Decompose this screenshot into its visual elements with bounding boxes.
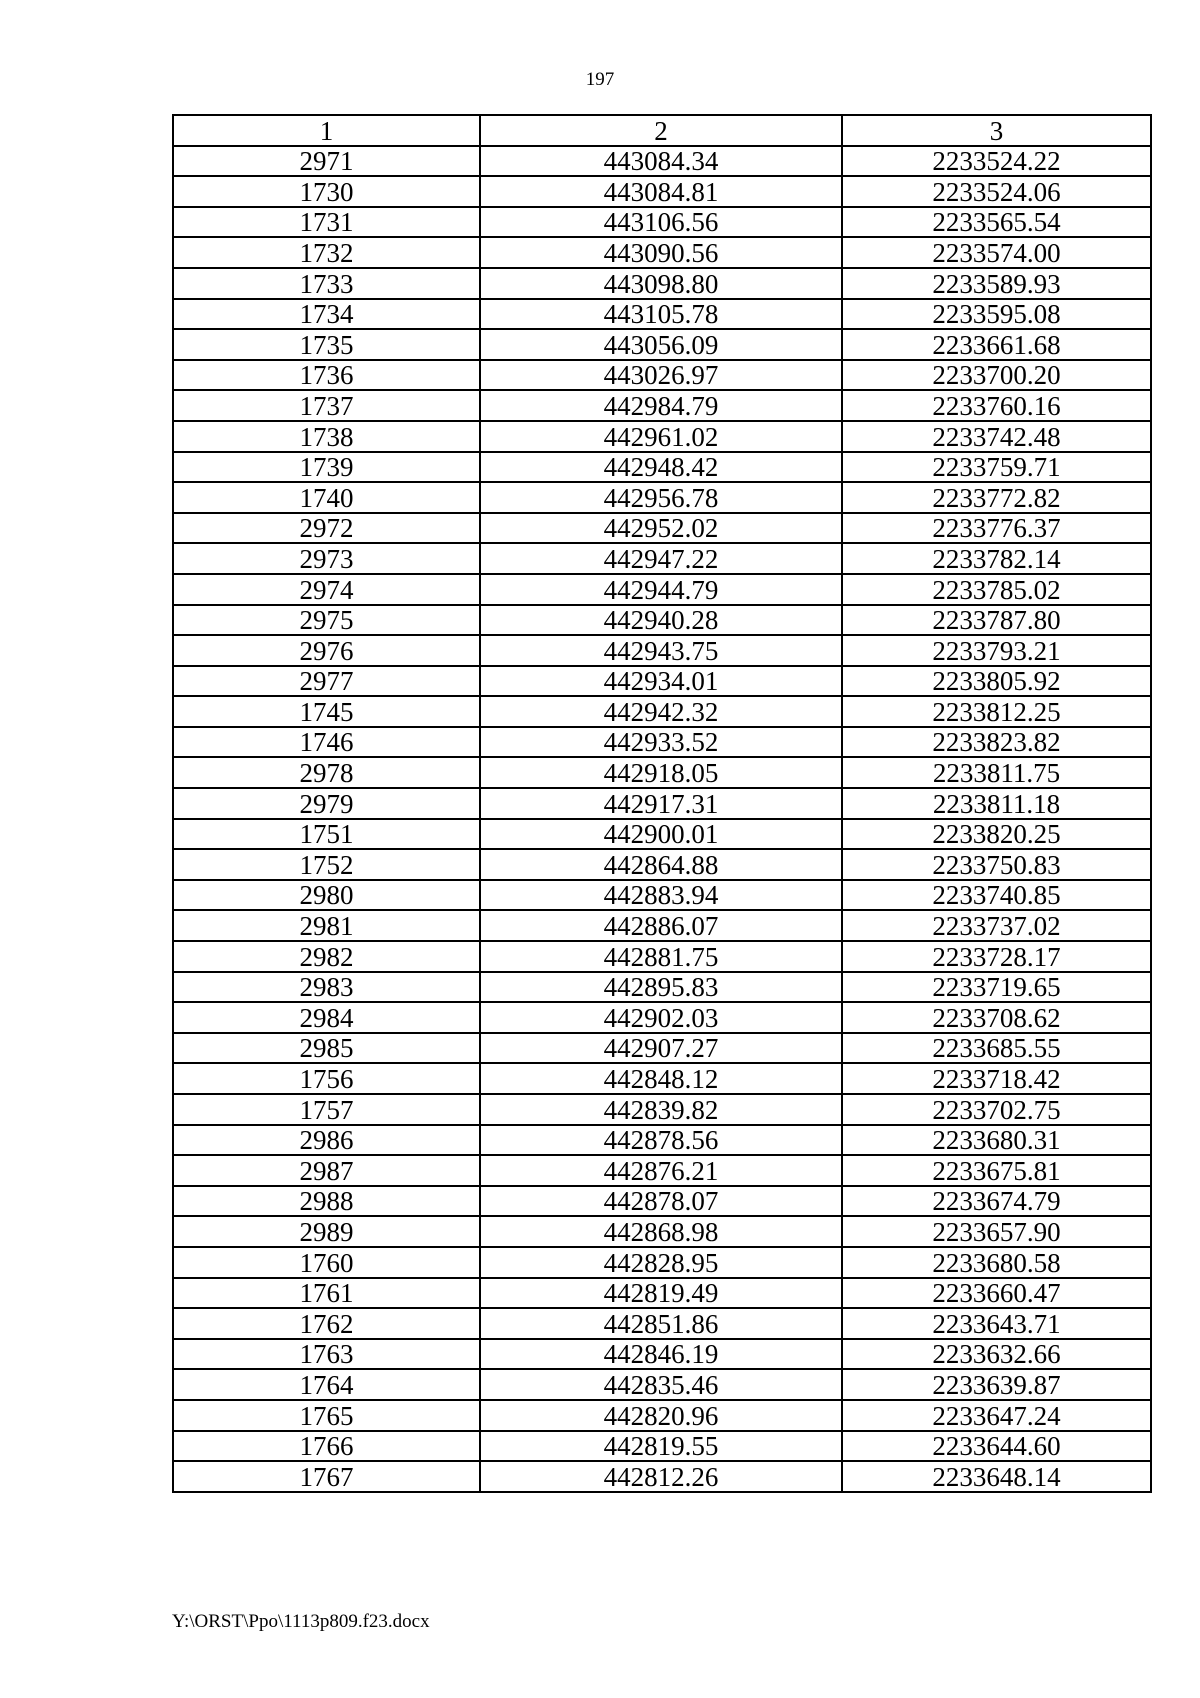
table-row (173, 605, 1151, 636)
table-row (173, 574, 1151, 605)
point-number-cell: 2984 (173, 1002, 480, 1033)
coordinate-x-cell: 442918.05 (480, 757, 842, 788)
coordinate-y-cell: 2233680.58 (842, 1247, 1151, 1278)
table-row (173, 1369, 1151, 1400)
table-row (173, 972, 1151, 1003)
point-number-cell: 1733 (173, 268, 480, 299)
point-number-cell: 1737 (173, 390, 480, 421)
coordinate-y-cell: 2233750.83 (842, 849, 1151, 880)
coordinate-y-cell: 2233772.82 (842, 482, 1151, 513)
coordinate-x-cell: 442881.75 (480, 941, 842, 972)
table-row (173, 360, 1151, 391)
coordinate-x-cell: 442943.75 (480, 635, 842, 666)
table-row (173, 207, 1151, 238)
coordinate-y-cell: 2233785.02 (842, 574, 1151, 605)
coordinate-x-cell: 443105.78 (480, 299, 842, 330)
point-number-cell: 2981 (173, 910, 480, 941)
table-row (173, 1125, 1151, 1156)
table-row (173, 1063, 1151, 1094)
point-number-cell: 1756 (173, 1063, 480, 1094)
point-number-cell: 1732 (173, 237, 480, 268)
coordinate-y-cell: 2233524.22 (842, 146, 1151, 177)
coordinate-x-cell: 442878.56 (480, 1125, 842, 1156)
coordinate-x-cell: 443056.09 (480, 329, 842, 360)
table-row (173, 910, 1151, 941)
point-number-cell: 1730 (173, 176, 480, 207)
point-number-cell: 2975 (173, 605, 480, 636)
table-row (173, 696, 1151, 727)
coordinate-x-cell: 442839.82 (480, 1094, 842, 1125)
coordinate-y-cell: 2233648.14 (842, 1461, 1151, 1492)
coordinate-x-cell: 442952.02 (480, 513, 842, 544)
point-number-cell: 2974 (173, 574, 480, 605)
coordinate-y-cell: 2233823.82 (842, 727, 1151, 758)
table-row (173, 1094, 1151, 1125)
coordinate-x-cell: 442984.79 (480, 390, 842, 421)
table-row (173, 757, 1151, 788)
coordinate-x-cell: 442848.12 (480, 1063, 842, 1094)
coordinate-y-cell: 2233675.81 (842, 1155, 1151, 1186)
coordinate-x-cell: 442868.98 (480, 1216, 842, 1247)
point-number-cell: 1761 (173, 1278, 480, 1309)
point-number-cell: 1740 (173, 482, 480, 513)
coordinate-x-cell: 443098.80 (480, 268, 842, 299)
point-number-cell: 1767 (173, 1461, 480, 1492)
table-row (173, 880, 1151, 911)
coordinate-y-cell: 2233700.20 (842, 360, 1151, 391)
point-number-cell: 2979 (173, 788, 480, 819)
table-row (173, 452, 1151, 483)
coordinate-x-cell: 442812.26 (480, 1461, 842, 1492)
coordinate-y-cell: 2233740.85 (842, 880, 1151, 911)
point-number-cell: 2973 (173, 543, 480, 574)
page-number: 197 (585, 69, 615, 90)
point-number-cell: 2971 (173, 146, 480, 177)
table-row (173, 299, 1151, 330)
coordinate-x-cell: 442819.49 (480, 1278, 842, 1309)
point-number-cell: 2987 (173, 1155, 480, 1186)
coordinate-x-cell: 442878.07 (480, 1186, 842, 1217)
coordinate-y-cell: 2233702.75 (842, 1094, 1151, 1125)
point-number-cell: 2983 (173, 972, 480, 1003)
coordinate-y-cell: 2233812.25 (842, 696, 1151, 727)
point-number-cell: 2977 (173, 666, 480, 697)
point-number-cell: 1731 (173, 207, 480, 238)
table-row (173, 1400, 1151, 1431)
point-number-cell: 2988 (173, 1186, 480, 1217)
table-row (173, 1278, 1151, 1309)
coordinate-x-cell: 442956.78 (480, 482, 842, 513)
point-number-cell: 1765 (173, 1400, 480, 1431)
table-row (173, 1033, 1151, 1064)
column-header-3: 3 (842, 115, 1151, 146)
coordinate-y-cell: 2233708.62 (842, 1002, 1151, 1033)
coordinate-y-cell: 2233660.47 (842, 1278, 1151, 1309)
table-row (173, 666, 1151, 697)
table-row (173, 819, 1151, 850)
table-row (173, 1002, 1151, 1033)
coordinate-x-cell: 442944.79 (480, 574, 842, 605)
point-number-cell: 1762 (173, 1308, 480, 1339)
point-number-cell: 2982 (173, 941, 480, 972)
table-row (173, 1247, 1151, 1278)
coordinate-y-cell: 2233657.90 (842, 1216, 1151, 1247)
point-number-cell: 1766 (173, 1431, 480, 1462)
coordinate-y-cell: 2233632.66 (842, 1339, 1151, 1370)
coordinate-x-cell: 443090.56 (480, 237, 842, 268)
table-row (173, 1461, 1151, 1492)
coordinate-y-cell: 2233760.16 (842, 390, 1151, 421)
coordinate-x-cell: 442895.83 (480, 972, 842, 1003)
coordinate-y-cell: 2233589.93 (842, 268, 1151, 299)
point-number-cell: 1760 (173, 1247, 480, 1278)
coordinate-y-cell: 2233811.18 (842, 788, 1151, 819)
table-row (173, 788, 1151, 819)
coordinate-x-cell: 442819.55 (480, 1431, 842, 1462)
coordinate-x-cell: 442902.03 (480, 1002, 842, 1033)
point-number-cell: 1745 (173, 696, 480, 727)
coordinate-y-cell: 2233737.02 (842, 910, 1151, 941)
point-number-cell: 1735 (173, 329, 480, 360)
point-number-cell: 2989 (173, 1216, 480, 1247)
coordinate-y-cell: 2233782.14 (842, 543, 1151, 574)
coordinate-x-cell: 442900.01 (480, 819, 842, 850)
coordinate-x-cell: 442934.01 (480, 666, 842, 697)
table-row (173, 421, 1151, 452)
point-number-cell: 1734 (173, 299, 480, 330)
coordinate-y-cell: 2233644.60 (842, 1431, 1151, 1462)
table-row (173, 513, 1151, 544)
point-number-cell: 2986 (173, 1125, 480, 1156)
table-header-row (173, 115, 1151, 146)
table-row (173, 727, 1151, 758)
coordinate-x-cell: 442917.31 (480, 788, 842, 819)
column-header-1: 1 (173, 115, 480, 146)
point-number-cell: 2972 (173, 513, 480, 544)
coordinate-x-cell: 442961.02 (480, 421, 842, 452)
coordinate-y-cell: 2233595.08 (842, 299, 1151, 330)
point-number-cell: 2976 (173, 635, 480, 666)
coordinate-y-cell: 2233674.79 (842, 1186, 1151, 1217)
coordinate-x-cell: 443084.81 (480, 176, 842, 207)
point-number-cell: 1736 (173, 360, 480, 391)
coordinate-x-cell: 442828.95 (480, 1247, 842, 1278)
coordinate-x-cell: 442947.22 (480, 543, 842, 574)
point-number-cell: 2985 (173, 1033, 480, 1064)
coordinate-x-cell: 443084.34 (480, 146, 842, 177)
table-row (173, 390, 1151, 421)
coordinate-x-cell: 443026.97 (480, 360, 842, 391)
point-number-cell: 2978 (173, 757, 480, 788)
coordinate-y-cell: 2233793.21 (842, 635, 1151, 666)
table-row (173, 1155, 1151, 1186)
coordinate-y-cell: 2233639.87 (842, 1369, 1151, 1400)
table-row (173, 941, 1151, 972)
coordinate-y-cell: 2233719.65 (842, 972, 1151, 1003)
point-number-cell: 1763 (173, 1339, 480, 1370)
table-row (173, 543, 1151, 574)
point-number-cell: 2980 (173, 880, 480, 911)
point-number-cell: 1746 (173, 727, 480, 758)
coordinate-y-cell: 2233574.00 (842, 237, 1151, 268)
footer-file-path: Y:\ORST\Ppo\1113p809.f23.docx (172, 1611, 430, 1632)
coordinate-y-cell: 2233647.24 (842, 1400, 1151, 1431)
point-number-cell: 1751 (173, 819, 480, 850)
coordinate-x-cell: 442846.19 (480, 1339, 842, 1370)
table-body (173, 146, 1151, 1492)
coordinate-x-cell: 442942.32 (480, 696, 842, 727)
coordinate-x-cell: 442820.96 (480, 1400, 842, 1431)
coordinates-table (172, 114, 1152, 1493)
coordinate-x-cell: 442940.28 (480, 605, 842, 636)
point-number-cell: 1738 (173, 421, 480, 452)
table-row (173, 268, 1151, 299)
coordinate-y-cell: 2233742.48 (842, 421, 1151, 452)
coordinate-x-cell: 442907.27 (480, 1033, 842, 1064)
point-number-cell: 1764 (173, 1369, 480, 1400)
table-row (173, 146, 1151, 177)
coordinate-y-cell: 2233643.71 (842, 1308, 1151, 1339)
coordinate-y-cell: 2233811.75 (842, 757, 1151, 788)
coordinate-y-cell: 2233524.06 (842, 176, 1151, 207)
table-row (173, 1216, 1151, 1247)
coordinate-x-cell: 442883.94 (480, 880, 842, 911)
point-number-cell: 1739 (173, 452, 480, 483)
table-row (173, 482, 1151, 513)
table-row (173, 1431, 1151, 1462)
coordinate-y-cell: 2233776.37 (842, 513, 1151, 544)
table-row (173, 1339, 1151, 1370)
table-row (173, 1186, 1151, 1217)
coordinate-y-cell: 2233805.92 (842, 666, 1151, 697)
table-row (173, 849, 1151, 880)
column-header-2: 2 (480, 115, 842, 146)
table-row (173, 176, 1151, 207)
coordinate-x-cell: 442851.86 (480, 1308, 842, 1339)
coordinate-y-cell: 2233787.80 (842, 605, 1151, 636)
coordinate-y-cell: 2233759.71 (842, 452, 1151, 483)
coordinate-x-cell: 442876.21 (480, 1155, 842, 1186)
coordinate-x-cell: 442835.46 (480, 1369, 842, 1400)
point-number-cell: 1757 (173, 1094, 480, 1125)
point-number-cell: 1752 (173, 849, 480, 880)
coordinate-x-cell: 442948.42 (480, 452, 842, 483)
coordinate-y-cell: 2233661.68 (842, 329, 1151, 360)
coordinate-x-cell: 442933.52 (480, 727, 842, 758)
coordinate-y-cell: 2233718.42 (842, 1063, 1151, 1094)
table-row (173, 1308, 1151, 1339)
coordinate-y-cell: 2233820.25 (842, 819, 1151, 850)
coordinate-x-cell: 442886.07 (480, 910, 842, 941)
coordinate-x-cell: 443106.56 (480, 207, 842, 238)
coordinate-y-cell: 2233728.17 (842, 941, 1151, 972)
table-row (173, 237, 1151, 268)
coordinate-y-cell: 2233685.55 (842, 1033, 1151, 1064)
coordinate-x-cell: 442864.88 (480, 849, 842, 880)
coordinate-y-cell: 2233565.54 (842, 207, 1151, 238)
table-row (173, 635, 1151, 666)
table-row (173, 329, 1151, 360)
coordinate-y-cell: 2233680.31 (842, 1125, 1151, 1156)
